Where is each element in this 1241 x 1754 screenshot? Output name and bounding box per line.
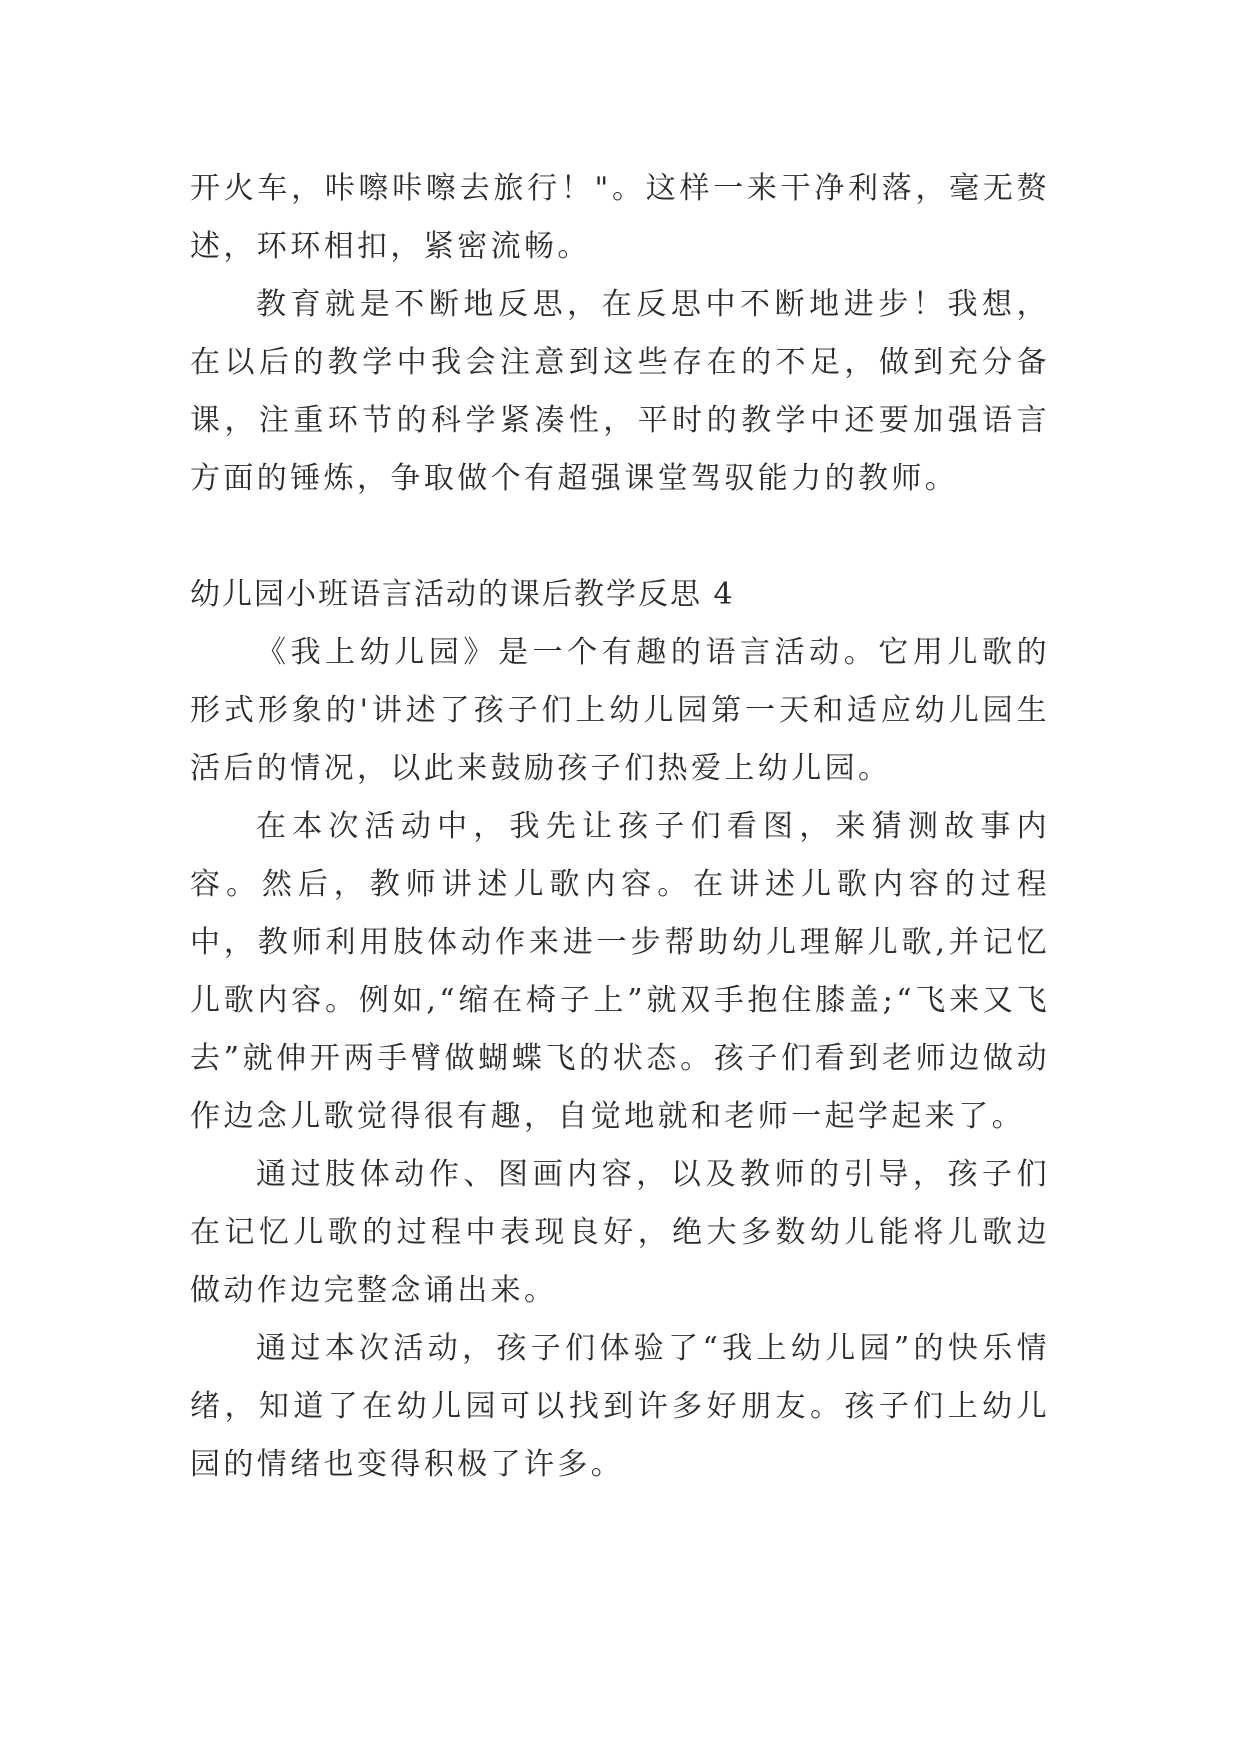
section-heading: 幼儿园小班语言活动的课后教学反思 4 (190, 577, 735, 612)
paragraph-activity-result: 通过肢体动作、图画内容，以及教师的引导，孩子们在记忆儿歌的过程中表现良好，绝大多数幼儿能将儿歌边做动作边完整念诵出来。 (190, 1157, 1050, 1308)
paragraph-activity-process: 在本次活动中，我先让孩子们看图，来猜测故事内容。然后，教师讲述儿歌内容。在讲述儿歌内容的过程中，教师利用肢体动作来进一步帮助幼儿理解儿歌,并记忆儿歌内容。例如,“缩在椅子上”就双手抱住膝盖;“飞来又飞去”就伸开两手臂做蝴蝶飞的状态。孩子们看到老师边做动作边念儿歌觉得很有趣，自觉地就和老师一起学起来了。 (190, 809, 1050, 1134)
paragraph-reflection-summary: 教育就是不断地反思，在反思中不断地进步！我想，在以后的教学中我会注意到这些存在的不足，做到充分备课，注重环节的科学紧凑性，平时的教学中还要加强语言方面的锤炼，争取做个有超强课堂驾驭能力的教师。 (190, 287, 1050, 496)
paragraph-activity-conclusion: 通过本次活动，孩子们体验了“我上幼儿园”的快乐情绪，知道了在幼儿园可以找到许多好朋友。孩子们上幼儿园的情绪也变得积极了许多。 (190, 1331, 1050, 1482)
paragraph-activity-intro: 《我上幼儿园》是一个有趣的语言活动。它用儿歌的形式形象的'讲述了孩子们上幼儿园第一天和适应幼儿园生活后的情况，以此来鼓励孩子们热爱上幼儿园。 (190, 635, 1050, 786)
document-body (190, 160, 1050, 1494)
paragraph-continuation: 开火车，咔嚓咔嚓去旅行！"。这样一来干净利落，毫无赘述，环环相扣，紧密流畅。 (190, 171, 1050, 264)
